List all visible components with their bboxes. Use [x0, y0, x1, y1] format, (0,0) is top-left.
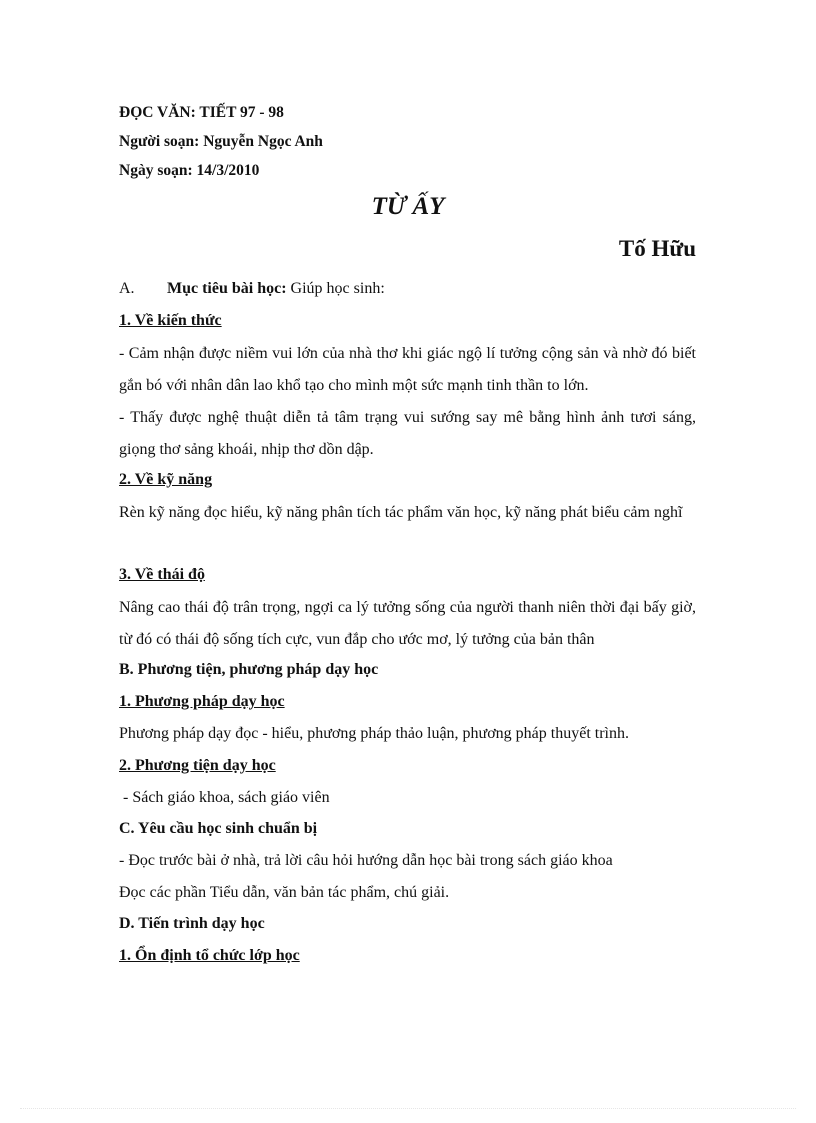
attitude-heading: 3. Về thái độ — [119, 566, 205, 583]
knowledge-heading: 1. Về kiến thức — [119, 312, 222, 329]
method-text: Phương pháp dạy đọc - hiểu, phương pháp thảo luận, phương pháp thuyết trình. — [119, 725, 629, 742]
means-text: - Sách giáo khoa, sách giáo viên — [119, 789, 330, 806]
section-a-label: A. — [119, 280, 135, 297]
skills-heading: 2. Về kỹ năng — [119, 471, 213, 488]
section-b-heading: B. Phương tiện, phương pháp dạy học — [119, 661, 379, 678]
section-a-title: Mục tiêu bài học: — [167, 280, 287, 297]
prep-line-1: - Đọc trước bài ở nhà, trả lời câu hỏi hướng dẫn học bài trong sách giáo khoa — [119, 852, 613, 869]
section-a-heading — [119, 279, 385, 299]
attitude-paragraph: Nâng cao thái độ trân trọng, ngợi ca lý tưởng sống của người thanh niên thời đại bấy giờ, từ đó có thái độ sống tích cực, vun đắp cho ước mơ, lý tưởng của bản thân — [119, 599, 696, 648]
poem-author: Tố Hữu — [618, 236, 696, 261]
lesson-header: ĐỌC VĂN: TIẾT 97 - 98 — [119, 104, 284, 121]
section-c-heading: C. Yêu cầu học sinh chuẩn bị — [119, 820, 318, 837]
poem-title: TỪ ẤY — [371, 193, 445, 220]
means-heading: 2. Phương tiện dạy học — [119, 757, 276, 774]
skills-paragraph: Rèn kỹ năng đọc hiểu, kỹ năng phân tích tác phẩm văn học, kỹ năng phát biểu cảm nghĩ — [119, 504, 683, 521]
section-d-heading: D. Tiến trình dạy học — [119, 915, 265, 932]
method-heading: 1. Phương pháp dạy học — [119, 693, 285, 710]
prep-line-2: Đọc các phần Tiểu dẫn, văn bản tác phẩm, chú giải. — [119, 884, 450, 901]
knowledge-paragraph-1: - Cảm nhận được niềm vui lớn của nhà thơ khi giác ngộ lí tưởng cộng sản và nhờ đó biết gắn bó với nhân dân lao khổ tạo cho mình một sức mạnh tinh thần to lớn. — [119, 345, 696, 394]
knowledge-paragraph-2: - Thấy được nghệ thuật diễn tả tâm trạng vui sướng say mê bằng hình ảnh tươi sáng, giọng thơ sảng khoái, nhịp thơ dồn dập. — [119, 409, 696, 458]
section-a-rest: Giúp học sinh: — [286, 280, 385, 297]
class-organization-heading: 1. Ổn định tổ chức lớp học — [119, 947, 300, 964]
page-bottom-divider — [20, 1108, 796, 1109]
author-of-plan: Người soạn: Nguyễn Ngọc Anh — [119, 133, 323, 150]
plan-date: Ngày soạn: 14/3/2010 — [119, 162, 260, 179]
